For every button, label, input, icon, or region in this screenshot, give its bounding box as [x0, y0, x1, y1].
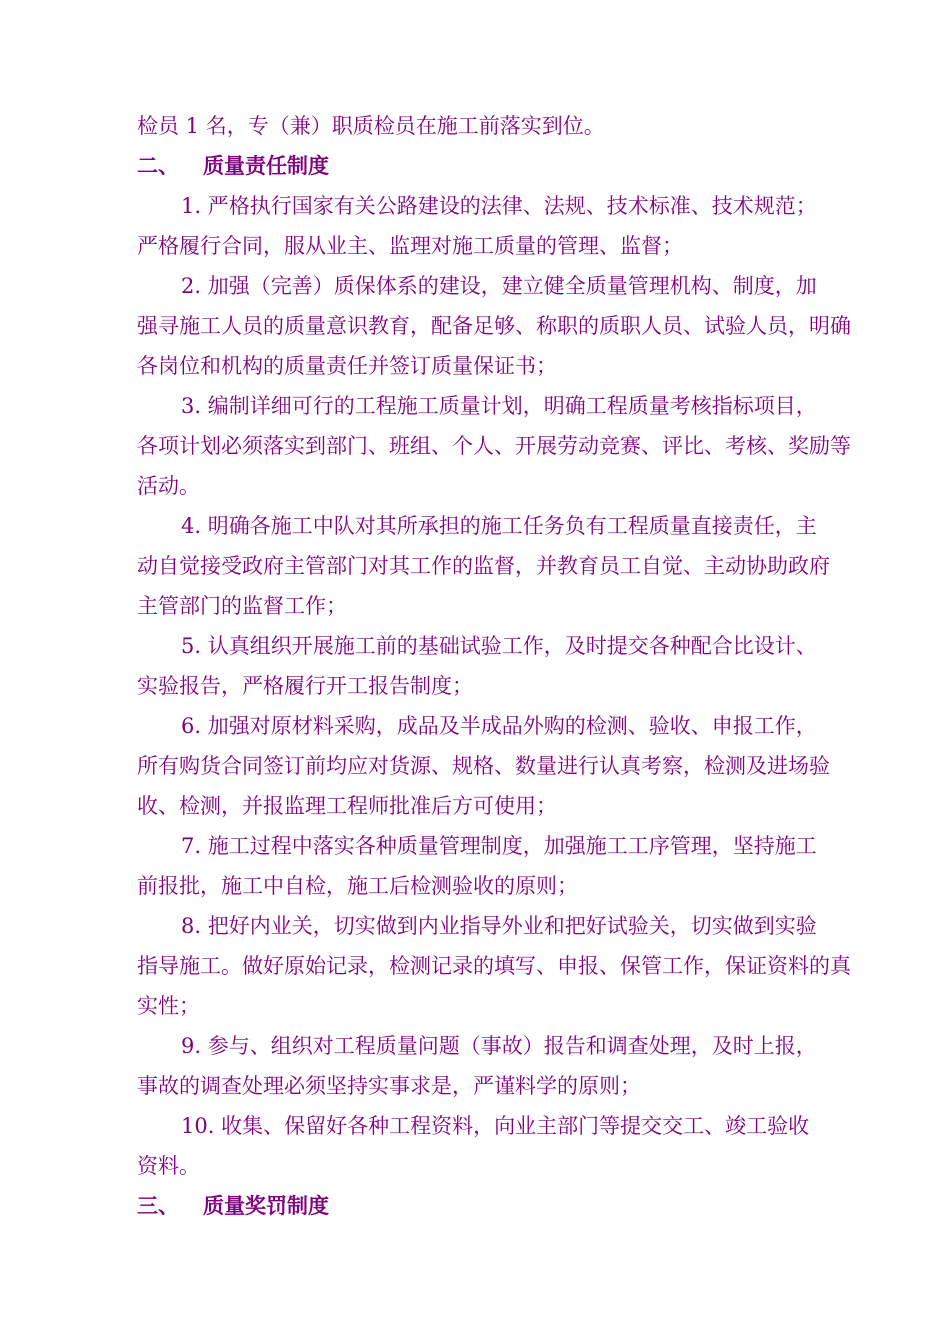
item-line: 指导施工。做好原始记录，检测记录的填写、申报、保管工作，保证资料的真 [137, 954, 851, 978]
item-line: 事故的调查处理必须坚持实事求是，严谨料学的原则； [137, 1074, 641, 1098]
item-line: 实验报告，严格履行开工报告制度； [137, 674, 473, 698]
list-item [137, 1106, 859, 1186]
item-line: 3. 编制详细可行的工程施工质量计划，明确工程质量考核指标项目， [181, 394, 817, 418]
item-line: 动自觉接受政府主管部门对其工作的监督，并教育员工自觉、主动协助政府 [137, 554, 830, 578]
section-number: 二、 [137, 153, 179, 178]
list-item [137, 266, 859, 386]
list-item [137, 626, 859, 706]
item-line: 9. 参与、组织对工程质量问题（事故）报告和调查处理，及时上报， [181, 1034, 817, 1058]
item-line: 资料。 [137, 1154, 200, 1178]
item-line: 1. 严格执行国家有关公路建设的法律、法规、技术标准、技术规范； [181, 194, 817, 218]
item-line: 主管部门的监督工作； [137, 594, 347, 618]
section-heading-2 [137, 146, 859, 186]
continuation-line: 检员 1 名，专（兼）职质检员在施工前落实到位。 [137, 114, 605, 138]
item-line: 严格履行合同，服从业主、监理对施工质量的管理、监督； [137, 234, 683, 258]
list-item [137, 386, 859, 506]
section-title: 质量奖罚制度 [203, 1193, 329, 1218]
item-line: 5. 认真组织开展施工前的基础试验工作，及时提交各种配合比设计、 [181, 634, 817, 658]
item-line: 10. 收集、保留好各种工程资料，向业主部门等提交交工、竣工验收 [181, 1114, 810, 1138]
item-line: 强寻施工人员的质量意识教育，配备足够、称职的质职人员、试验人员，明确 [137, 314, 851, 338]
section-number: 三、 [137, 1193, 179, 1218]
item-line: 8. 把好内业关，切实做到内业指导外业和把好试验关，切实做到实验 [181, 914, 817, 938]
list-item [137, 826, 859, 906]
item-line: 收、检测，并报监理工程师批准后方可使用； [137, 794, 557, 818]
item-line: 所有购货合同签订前均应对货源、规格、数量进行认真考察，检测及进场验 [137, 754, 830, 778]
section-heading-3 [137, 1186, 859, 1226]
section-title: 质量责任制度 [203, 153, 329, 178]
responsibility-items [137, 186, 859, 1186]
item-line: 前报批，施工中自检，施工后检测验收的原则； [137, 874, 578, 898]
item-line: 7. 施工过程中落实各种质量管理制度，加强施工工序管理，坚持施工 [181, 834, 817, 858]
item-line: 各岗位和机构的质量责任并签订质量保证书； [137, 354, 557, 378]
list-item [137, 906, 859, 1026]
list-item [137, 706, 859, 826]
list-item [137, 506, 859, 626]
document-body [137, 106, 859, 1226]
item-line: 活动。 [137, 474, 200, 498]
item-line: 2. 加强（完善）质保体系的建设，建立健全质量管理机构、制度，加 [181, 274, 817, 298]
item-line: 6. 加强对原材料采购，成品及半成品外购的检测、验收、申报工作， [181, 714, 817, 738]
item-line: 各项计划必须落实到部门、班组、个人、开展劳动竞赛、评比、考核、奖励等 [137, 434, 851, 458]
item-line: 4. 明确各施工中队对其所承担的施工任务负有工程质量直接责任，主 [181, 514, 817, 538]
list-item [137, 1026, 859, 1106]
item-line: 实性； [137, 994, 200, 1018]
list-item [137, 186, 859, 266]
